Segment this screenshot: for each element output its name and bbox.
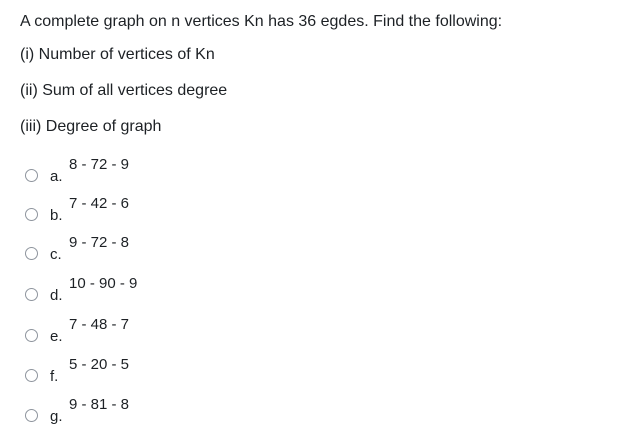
question-part-ii: (ii) Sum of all vertices degree (20, 82, 228, 99)
option-letter: a. (50, 168, 63, 185)
option-letter: e. (50, 328, 63, 345)
option-a[interactable] (25, 156, 225, 186)
radio-button[interactable] (25, 247, 38, 260)
option-text: 9 - 72 - 8 (69, 234, 130, 251)
option-text: 7 - 42 - 6 (69, 195, 130, 212)
radio-button[interactable] (25, 208, 38, 221)
option-letter: d. (50, 287, 63, 304)
option-text: 9 - 81 - 8 (69, 396, 130, 413)
option-f[interactable] (25, 356, 225, 386)
question-part-iii: (iii) Degree of graph (20, 118, 162, 135)
question-prompt: A complete graph on n vertices Kn has 36 egdes. Find the following: (20, 13, 503, 30)
radio-button[interactable] (25, 169, 38, 182)
option-text: 5 - 20 - 5 (69, 356, 130, 373)
question-part-i: (i) Number of vertices of Kn (20, 46, 215, 63)
option-e[interactable] (25, 316, 225, 346)
radio-button[interactable] (25, 369, 38, 382)
option-letter: f. (50, 368, 59, 385)
option-g[interactable] (25, 396, 225, 426)
option-b[interactable] (25, 195, 225, 225)
radio-button[interactable] (25, 288, 38, 301)
option-text: 8 - 72 - 9 (69, 156, 130, 173)
radio-button[interactable] (25, 329, 38, 342)
option-text: 7 - 48 - 7 (69, 316, 130, 333)
option-letter: g. (50, 408, 63, 425)
option-c[interactable] (25, 234, 225, 264)
option-text: 10 - 90 - 9 (69, 275, 138, 292)
option-d[interactable] (25, 275, 225, 305)
radio-button[interactable] (25, 409, 38, 422)
option-letter: c. (50, 246, 62, 263)
option-letter: b. (50, 207, 63, 224)
